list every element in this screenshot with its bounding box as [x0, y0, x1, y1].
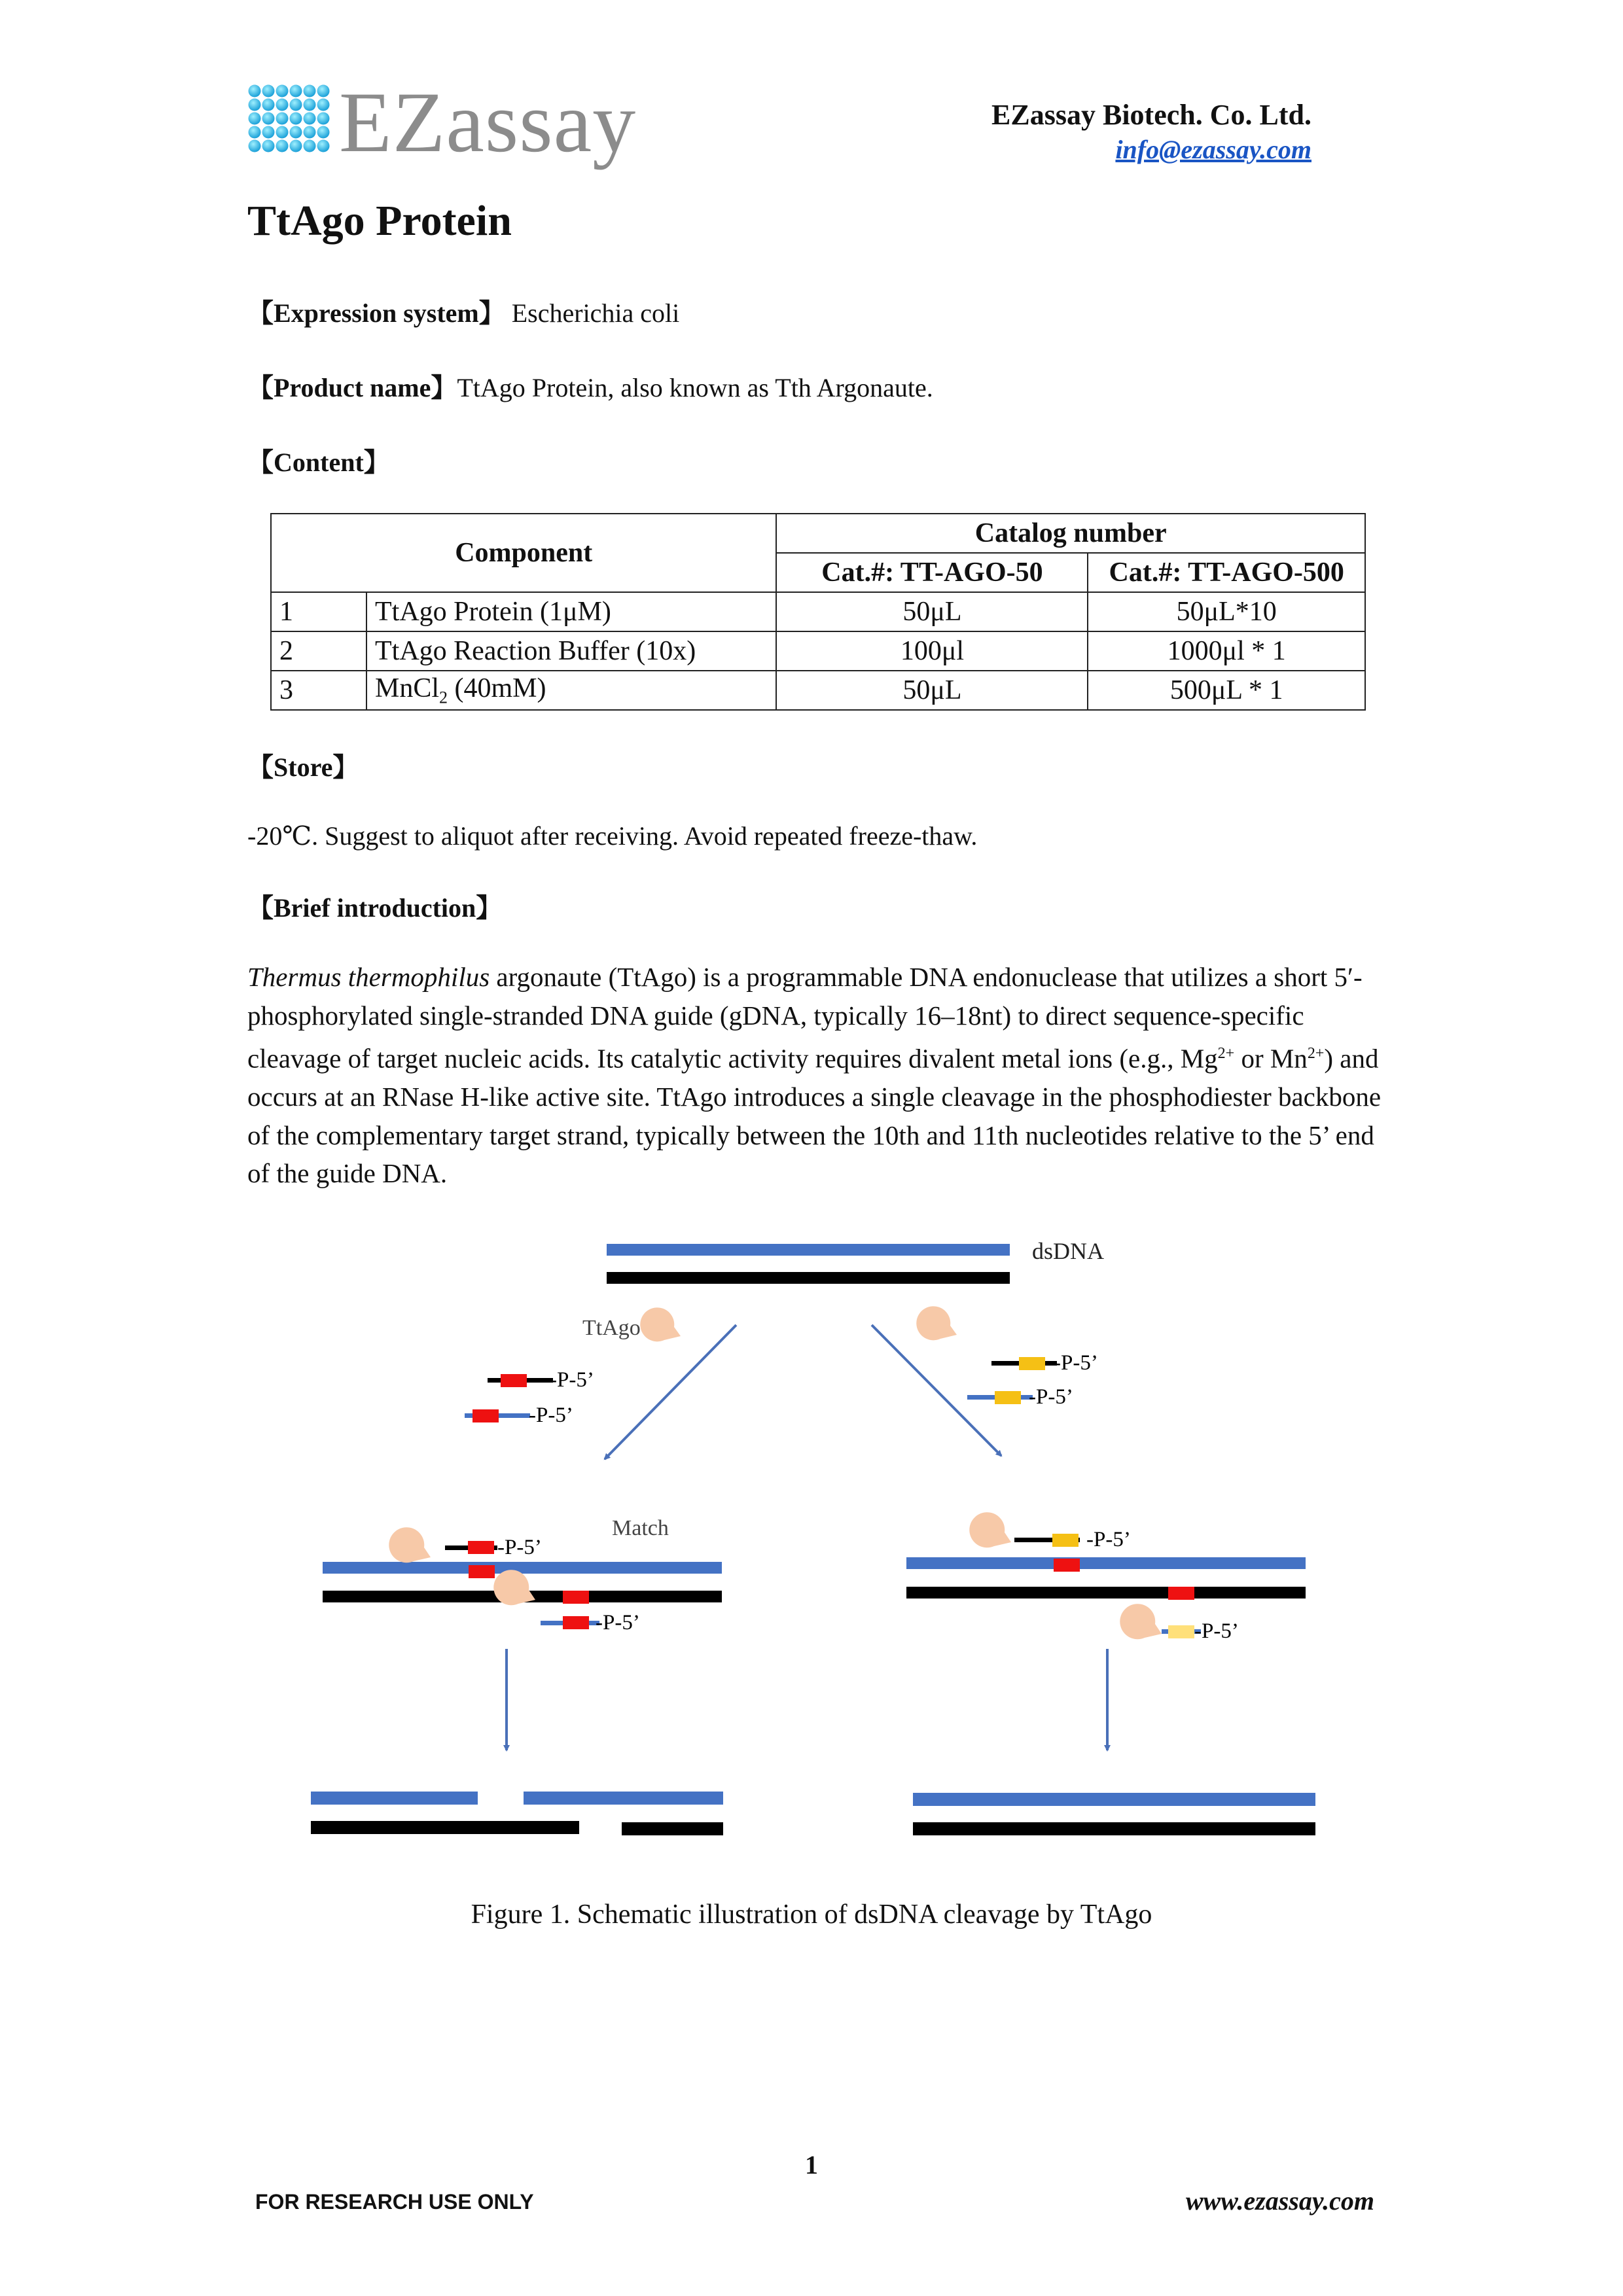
email-link[interactable]: info@ezassay.com	[1115, 135, 1311, 164]
logo-dot	[304, 99, 316, 111]
content-heading	[247, 442, 390, 479]
product-name	[247, 367, 933, 404]
catalog-header: Catalog number	[776, 514, 1365, 553]
dsdna-label: dsDNA	[1032, 1238, 1105, 1264]
logo-dots-icon	[247, 84, 332, 156]
page-title: TtAgo Protein	[247, 197, 512, 245]
logo-dot	[290, 140, 302, 152]
logo-dot	[249, 85, 261, 97]
table-row	[271, 592, 1365, 631]
p5-label: -P-5’	[1029, 1385, 1073, 1409]
figure-caption: Figure 1. Schematic illustration of dsDNA cleavage by TtAgo	[471, 1899, 1152, 1930]
logo-dot	[304, 140, 316, 152]
logo-dot	[276, 85, 289, 97]
dna-strand-blue	[607, 1244, 1010, 1256]
intro-text-2: or Mn	[1234, 1043, 1308, 1074]
row-number: 1	[271, 592, 366, 631]
intro-sup-1: 2+	[1217, 1045, 1235, 1062]
p5-label: -P-5’	[596, 1611, 640, 1634]
arrow-right	[872, 1325, 1001, 1456]
product-label: 【Product name】	[247, 373, 457, 402]
table-header-row	[271, 514, 1365, 553]
logo-dot	[317, 126, 330, 139]
logo-dot	[317, 99, 330, 111]
p5-label: -P-5’	[1086, 1528, 1131, 1551]
dsdna-top	[607, 1238, 1104, 1284]
logo-dot	[290, 113, 302, 125]
logo-dot	[262, 140, 275, 152]
intro-heading	[247, 887, 502, 925]
p5-label: -P-5’	[1054, 1351, 1098, 1375]
logo-dot	[317, 85, 330, 97]
product-value: TtAgo Protein, also known as Tth Argonaute.	[457, 373, 933, 402]
row-value-500: 1000μl * 1	[1088, 631, 1365, 671]
expression-value: Escherichia coli	[505, 298, 680, 328]
logo-dot	[290, 99, 302, 111]
p5-label: -P-5’	[497, 1536, 542, 1559]
dna-strand-black	[607, 1272, 1010, 1284]
logo-dot	[262, 113, 275, 125]
logo-dot	[290, 126, 302, 139]
table-row	[271, 631, 1365, 671]
content-table	[270, 513, 1366, 711]
component-header: Component	[271, 514, 776, 592]
p5-label: -P-5’	[550, 1368, 594, 1392]
logo-dot	[249, 126, 261, 139]
intro-text-1: argonaute (TtAgo) is a programmable DNA endonuclease that utilizes a short 5′-phosphorylated single-stranded DNA guide (gDNA, typically 16–18nt) to direct sequence-specific cleavage of target nucleic acids. Its catalytic activity requires divalent metal ions (e.g., Mg	[247, 962, 1363, 1074]
logo-dot	[304, 113, 316, 125]
logo-dot	[317, 113, 330, 125]
logo-dot	[262, 85, 275, 97]
row-component	[366, 671, 776, 710]
ttago-protein-icon	[389, 1527, 431, 1563]
logo-dot	[276, 126, 289, 139]
arrow-left	[605, 1325, 736, 1459]
dsdna-match	[323, 1527, 722, 1634]
ttago-protein-icon	[1120, 1604, 1162, 1639]
cleaved-dsdna	[311, 1792, 723, 1835]
company-logo	[247, 73, 640, 171]
intro-sup-2: 2+	[1307, 1045, 1325, 1062]
dsdna-mismatch	[906, 1512, 1306, 1643]
logo-dot	[304, 85, 316, 97]
p5-label: -P-5’	[529, 1404, 573, 1427]
logo-dot	[276, 113, 289, 125]
guide-left-1	[488, 1368, 594, 1392]
row-component: TtAgo Protein (1μM)	[366, 592, 776, 631]
ttago-protein-icon	[493, 1570, 535, 1605]
table-row	[271, 671, 1365, 710]
row-value-500: 50μL*10	[1088, 592, 1365, 631]
content-label: 【Content】	[247, 448, 390, 477]
intact-dsdna	[913, 1793, 1315, 1835]
cat-500-header: Cat.#: TT-AGO-500	[1088, 553, 1365, 592]
row-value-50: 100μl	[776, 631, 1088, 671]
intro-text-3: ) and occurs at an RNase H-like active site. TtAgo introduces a single cleavage in the phosphodiester backbone of the complementary target strand, typically between the 10th and 11th nucleotides relative to the 5’ end of the guide DNA.	[247, 1043, 1382, 1189]
ttago-protein-icon	[640, 1307, 681, 1341]
logo-dot	[249, 140, 261, 152]
cat-50-header: Cat.#: TT-AGO-50	[776, 553, 1088, 592]
logo-dot	[317, 140, 330, 152]
logo-dot	[262, 126, 275, 139]
row-component-suffix: (40mM)	[448, 673, 546, 704]
store-heading	[247, 747, 359, 784]
guide-right-1	[991, 1351, 1098, 1375]
cleavage-diagram	[0, 1217, 1623, 1871]
row-value-50: 50μL	[776, 671, 1088, 710]
p5-label: -P-5’	[1194, 1619, 1239, 1643]
expression-label: 【Expression system】	[247, 298, 505, 328]
row-component-subscript: 2	[439, 688, 448, 707]
row-number: 2	[271, 631, 366, 671]
ttago-protein-icon	[916, 1306, 957, 1340]
logo-dot	[276, 99, 289, 111]
intro-paragraph	[247, 958, 1386, 1193]
match-label: Match	[612, 1516, 669, 1540]
intro-label: 【Brief introduction】	[247, 893, 503, 923]
row-number: 3	[271, 671, 366, 710]
logo-dot	[290, 85, 302, 97]
logo-dot	[276, 140, 289, 152]
row-value-500: 500μL * 1	[1088, 671, 1365, 710]
footer-disclaimer: FOR RESEARCH USE ONLY	[255, 2190, 534, 2214]
species-name: Thermus thermophilus	[247, 962, 490, 992]
page-number: 1	[805, 2150, 818, 2180]
store-text: -20℃. Suggest to aliquot after receiving. Avoid repeated freeze-thaw.	[247, 821, 978, 851]
logo-text: EZassay	[339, 74, 637, 170]
guide-left-2	[465, 1404, 573, 1427]
guide-right-2	[967, 1385, 1073, 1409]
row-component: TtAgo Reaction Buffer (10x)	[366, 631, 776, 671]
ttago-label: TtAgo	[582, 1316, 641, 1340]
company-name: EZassay Biotech. Co. Ltd.	[991, 99, 1311, 131]
ttago-protein-icon	[969, 1512, 1011, 1547]
footer-website-link[interactable]: www.ezassay.com	[1185, 2186, 1374, 2216]
expression-system	[247, 292, 679, 330]
store-label: 【Store】	[247, 752, 359, 782]
logo-dot	[262, 99, 275, 111]
logo-dot	[304, 126, 316, 139]
row-value-50: 50μL	[776, 592, 1088, 631]
row-component-text: MnCl	[375, 673, 440, 704]
logo-dot	[249, 99, 261, 111]
logo-dot	[249, 113, 261, 125]
